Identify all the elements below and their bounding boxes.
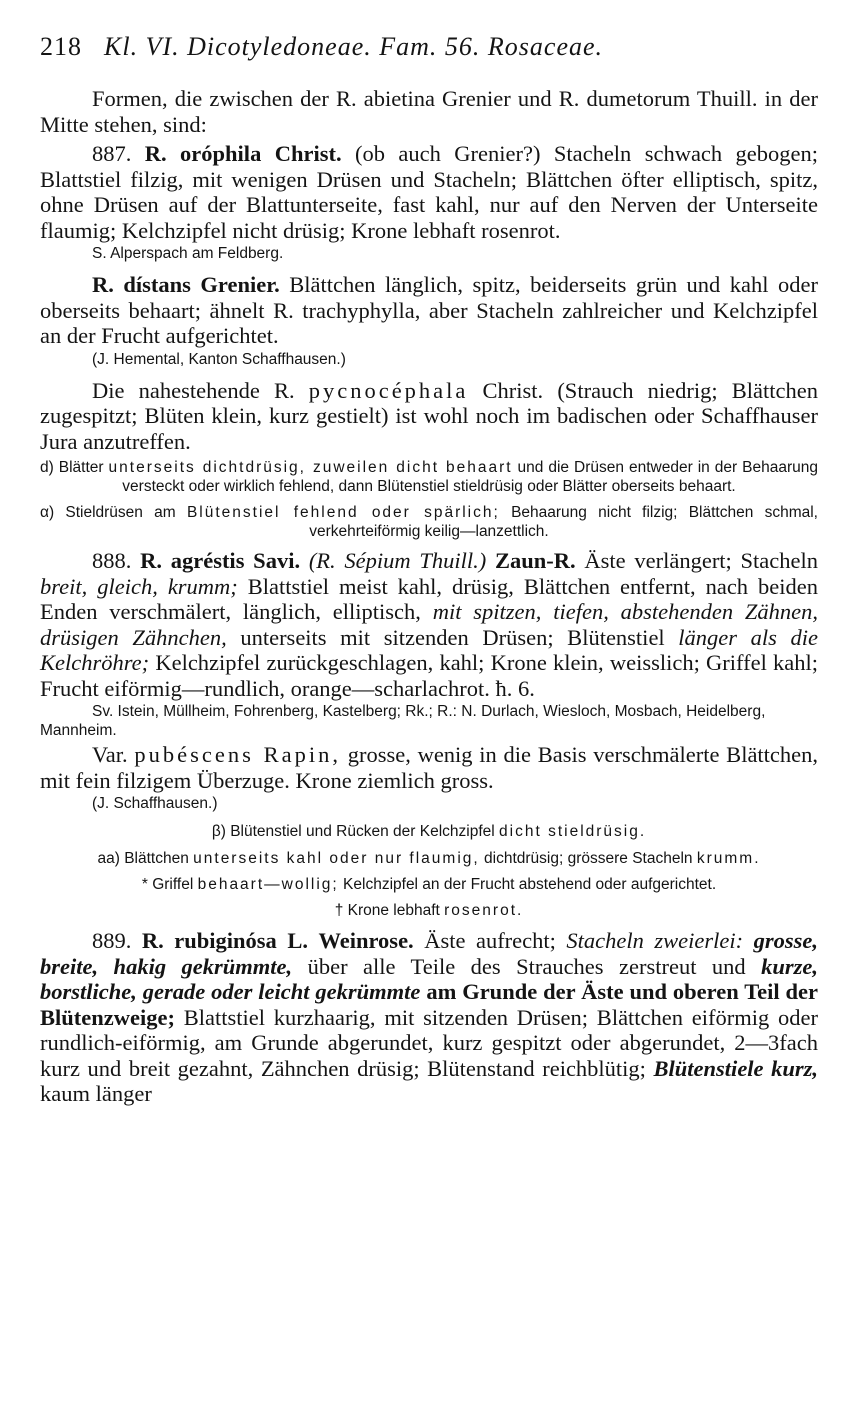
key-text: dichtdrüsig; grössere Stacheln <box>484 850 693 867</box>
page-number: 218 <box>40 32 82 61</box>
description-bold-italic: Blütenstiele kurz, <box>653 1055 819 1081</box>
description-bold-italic: kurze, borstliche, gerade oder leicht gekrümmte <box>40 953 818 1004</box>
key-alpha <box>40 503 818 541</box>
lifeform-symbol: ħ. 6. <box>495 675 535 701</box>
key-spaced: behaart—wollig; <box>197 876 339 893</box>
species-887 <box>40 141 818 243</box>
variety-pubescens <box>40 742 818 793</box>
key-lead: † Krone lebhaft <box>334 902 440 919</box>
key-star <box>40 875 818 894</box>
description-part: Blattstiel kurzhaarig, mit sitzenden Drüsen; Blättchen eiförmig oder rundlich-eiförmig, am Grunde abgerundet, kurz gespitzt oder abgerundet, 2—3fach kurz und breit gezahnt, Zähnchen drüsig; Blütenstand reichblütig; <box>40 1004 819 1081</box>
key-spaced: unterseits kahl oder nur flaumig, <box>193 850 480 867</box>
locality-887: S. Alperspach am Feldberg. <box>92 245 284 262</box>
page <box>40 30 818 1107</box>
key-spaced: rosenrot. <box>444 902 524 919</box>
species-name: R. dístans Grenier. <box>92 272 280 297</box>
description-part: Äste verlängert; Stacheln <box>584 548 819 573</box>
species-number: 889. <box>92 928 132 953</box>
species-number: 888. <box>92 548 132 573</box>
note-pycnocephala <box>40 378 818 455</box>
description-bold-italic: grosse, breite, hakig gekrümmte, <box>40 928 819 979</box>
description-part: Äste aufrecht; <box>424 928 556 953</box>
description-part: Blattstiel meist kahl, drüsig, Blättchen entfernt, nach beiden Enden verschmälert, länglich, elliptisch, <box>40 573 818 624</box>
description-bold: am Grunde der Äste und oberen Teil der Blütenzweige; <box>40 979 819 1030</box>
description-italic: mit spitzen, tiefen, abstehenden Zähnen, drüsigen Zähnchen, <box>40 599 819 650</box>
key-lead: β) Blütenstiel und Rücken der Kelchzipfel <box>211 823 495 840</box>
species-name: pycnocéphala <box>308 377 469 403</box>
key-lead: * Griffel <box>141 876 194 893</box>
running-title: Kl. VI. Dicotyledoneae. Fam. 56. Rosaceae. <box>104 32 604 61</box>
key-text: und die Drüsen entweder in der Behaarung versteckt oder wirklich fehlend, dann Blütenstiel stieldrüsig oder Blätter oberseits behaart. <box>122 459 818 495</box>
variety-lead: Var. <box>92 742 128 767</box>
key-lead: aa) Blättchen <box>97 850 189 867</box>
variety-description: grosse, wenig in die Basis verschmälerte Blättchen, mit fein filzigem Überzuge. Krone ziemlich gross. <box>40 742 819 793</box>
description-part: kaum länger <box>40 1081 152 1106</box>
key-spaced: dicht stieldrüsig. <box>499 823 647 840</box>
species-description: Blättchen länglich, spitz, beiderseits grün und kahl oder oberseits behaart; ähnelt R. trachyphylla, aber Stacheln zahlreicher und Kelchzipfel an der Frucht aufgerichtet. <box>40 272 818 348</box>
common-name: Zaun-R. <box>495 548 576 573</box>
key-aa <box>40 849 818 868</box>
species-name: R. oróphila Christ. <box>144 141 342 166</box>
intro-paragraph: Formen, die zwischen der R. abietina Grenier und R. dumetorum Thuill. in der Mitte stehen, sind: <box>40 86 818 137</box>
key-spaced: Blütenstiel fehlend oder spärlich; <box>186 504 500 521</box>
description-part: Kelchzipfel zurückgeschlagen, kahl; Krone klein, weisslich; Griffel kahl; Frucht eiförmig—rundlich, orange—scharlachrot. <box>40 650 818 701</box>
description-italic: länger als die Kelchröhre; <box>40 624 818 675</box>
description-italic: breit, gleich, krumm; <box>40 573 238 599</box>
locality-pubescens: (J. Schaffhausen.) <box>92 795 218 812</box>
locality-888: Sv. Istein, Müllheim, Fohrenberg, Kastelberg; Rk.; R.: N. Durlach, Wiesloch, Mosbach, Heidelberg, Mannheim. <box>40 703 766 739</box>
key-beta <box>40 822 818 841</box>
species-name: R. rubiginósa L. <box>141 928 308 953</box>
species-889 <box>40 928 818 1107</box>
key-dagger <box>40 901 818 920</box>
key-spaced: unterseits dichtdrüsig, zuweilen dicht behaart <box>108 459 513 476</box>
description-italic: Stacheln zweierlei: <box>566 928 744 953</box>
synonym: (R. Sépium Thuill.) <box>308 548 487 573</box>
note-text: Christ. (Strauch niedrig; Blättchen zugespitzt; Blüten klein, kurz gestielt) ist wohl noch im badischen oder Schaffhauser Jura anzutreffen. <box>40 377 819 454</box>
common-name: Weinrose. <box>318 928 414 953</box>
variety-name: pubéscens Rapin, <box>134 742 341 767</box>
key-d <box>40 458 818 496</box>
key-spaced: krumm. <box>696 850 761 867</box>
key-text: Behaarung nicht filzig; Blättchen schmal, verkehrteiförmig keilig—lanzettlich. <box>309 504 818 540</box>
species-888 <box>40 548 818 701</box>
locality-distans: (J. Hemental, Kanton Schaffhausen.) <box>92 350 346 368</box>
species-distans <box>40 272 818 349</box>
note-lead: Die nahestehende R. <box>92 377 295 403</box>
species-name: R. agréstis Savi. <box>140 548 301 573</box>
running-header <box>40 30 818 64</box>
description-part: unterseits mit sitzenden Drüsen; Blütenstiel <box>240 624 665 650</box>
key-lead: α) Stieldrüsen am <box>40 504 176 521</box>
key-text: Kelchzipfel an der Frucht abstehend oder aufgerichtet. <box>343 876 717 893</box>
description-part: über alle Teile des Strauches zerstreut und <box>307 953 746 979</box>
key-lead: d) Blätter <box>40 459 104 476</box>
species-number: 887. <box>92 141 132 166</box>
species-description: (ob auch Grenier?) Stacheln schwach gebogen; Blattstiel filzig, mit wenigen Drüsen und Stacheln; Blättchen öfter elliptisch, spitz, ohne Drüsen auf der Blattunterseite, fast kahl, nur auf den Nerven der Unterseite flaumig; Kelchzipfel nicht drüsig; Krone lebhaft rosenrot. <box>40 141 819 243</box>
